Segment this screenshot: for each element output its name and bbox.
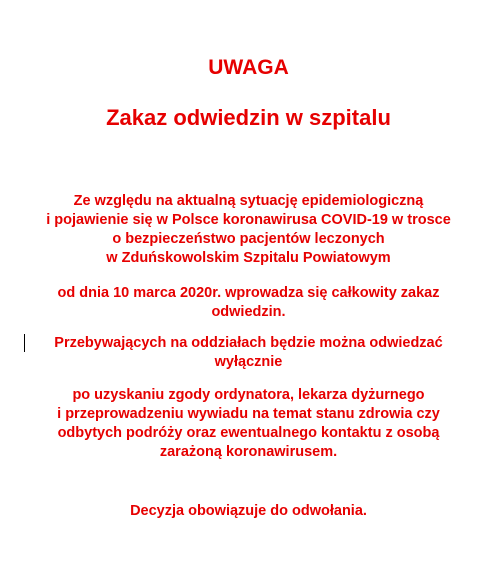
paragraph-line: po uzyskaniu zgody ordynatora, lekarza dyżurnego — [72, 387, 425, 403]
paragraph-line: odbytych podróży oraz ewentualnego kontaktu z osobą — [57, 425, 440, 441]
paragraph-line: wyłącznie — [214, 354, 283, 370]
paragraph-line: w Zduńskowolskim Szpitalu Powiatowym — [106, 250, 391, 266]
paragraph-visiting-rule — [0, 334, 497, 372]
paragraph-line: o bezpieczeństwo pacjentów leczonych — [112, 231, 385, 247]
notice-title: UWAGA — [208, 56, 289, 79]
paragraph-line: odwiedzin. — [211, 304, 286, 320]
paragraph-conditions — [0, 386, 497, 462]
paragraph-line: i przeprowadzeniu wywiadu na temat stanu zdrowia czy — [57, 406, 440, 422]
paragraph-line: od dnia 10 marca 2020r. wprowadza się całkowity zakaz — [57, 285, 440, 301]
paragraph-line: zarażoną koronawirusem. — [159, 444, 338, 460]
paragraph-line: i pojawienie się w Polsce koronawirusa COVID-19 w trosce — [46, 212, 451, 228]
paragraph-line: Ze względu na aktualną sytuację epidemiologiczną — [73, 193, 424, 209]
closing-statement: Decyzja obowiązuje do odwołania. — [130, 503, 367, 519]
paragraph-ban-date — [0, 284, 497, 322]
paragraph-line: Przebywających na oddziałach będzie można odwiedzać — [54, 335, 443, 351]
notice-subtitle: Zakaz odwiedzin w szpitalu — [106, 105, 391, 130]
paragraph-reason — [0, 192, 497, 268]
